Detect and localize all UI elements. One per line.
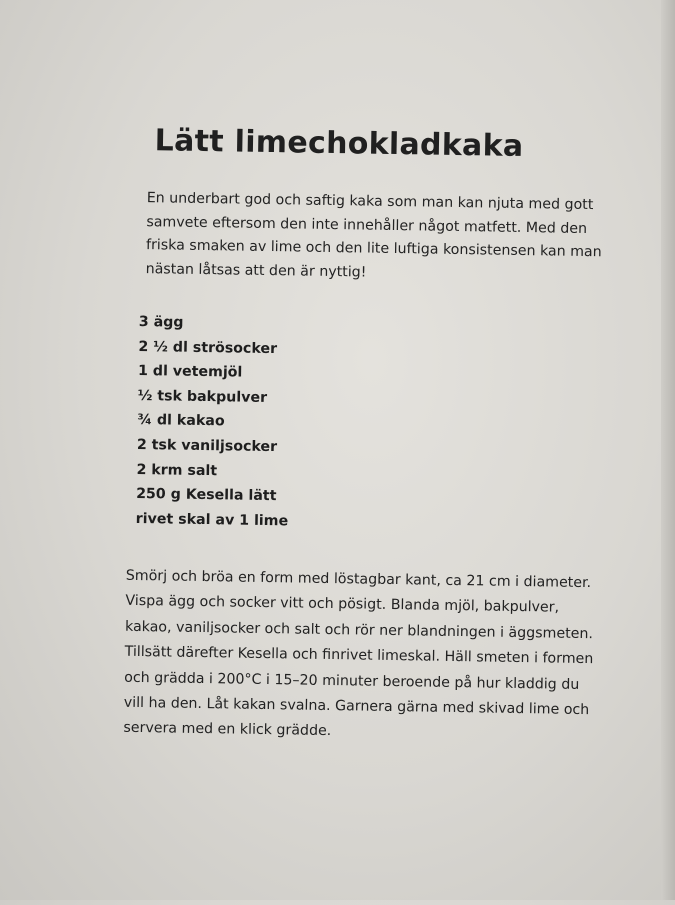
recipe-method: [123, 564, 636, 750]
intro-line: friska smaken av lime och den lite luftiga konsistensen kan man: [145, 237, 602, 261]
intro-line: nästan låtsas att den är nyttig!: [145, 260, 367, 281]
method-line: servera med en klick grädde.: [123, 720, 332, 740]
ingredient-list: [136, 310, 292, 534]
ingredient-item: rivet skal av 1 lime: [135, 510, 289, 530]
ingredient-item: 1 dl vetemjöl: [137, 363, 243, 381]
intro-line: En underbart god och saftig kaka som man kan njuta med gott: [146, 190, 594, 214]
method-line: Tillsätt därefter Kesella och finrivet limeskal. Häll smeten i formen: [124, 644, 594, 668]
ingredient-item: 2 tsk vaniljsocker: [136, 436, 278, 456]
intro-line: samvete eftersom den inte innehåller något matfett. Med den: [146, 213, 588, 237]
ingredient-item: 3 ägg: [138, 313, 184, 331]
recipe-title: Lätt limechokladkaka: [154, 123, 524, 164]
method-line: Vispa ägg och socker vitt och pösigt. Blanda mjöl, bakpulver,: [125, 593, 560, 617]
recipe-intro: [145, 187, 626, 289]
method-line: kakao, vaniljsocker och salt och rör ner blandningen i äggsmeten.: [124, 618, 594, 642]
ingredient-item: 2 ½ dl strösocker: [138, 338, 278, 357]
method-line: och grädda i 200°C i 15–20 minuter beroende på hur kladdig du: [124, 669, 580, 693]
ingredient-item: ½ tsk bakpulver: [137, 387, 268, 406]
ingredient-item: 250 g Kesella lätt: [136, 486, 277, 505]
method-line: vill ha den. Låt kakan svalna. Garnera gärna med skivad lime och: [123, 694, 590, 719]
method-line: Smörj och bröa en form med löstagbar kant, ca 21 cm i diameter.: [125, 567, 592, 592]
ingredient-item: 2 krm salt: [136, 461, 218, 479]
ingredient-item: ¾ dl kakao: [137, 412, 225, 430]
